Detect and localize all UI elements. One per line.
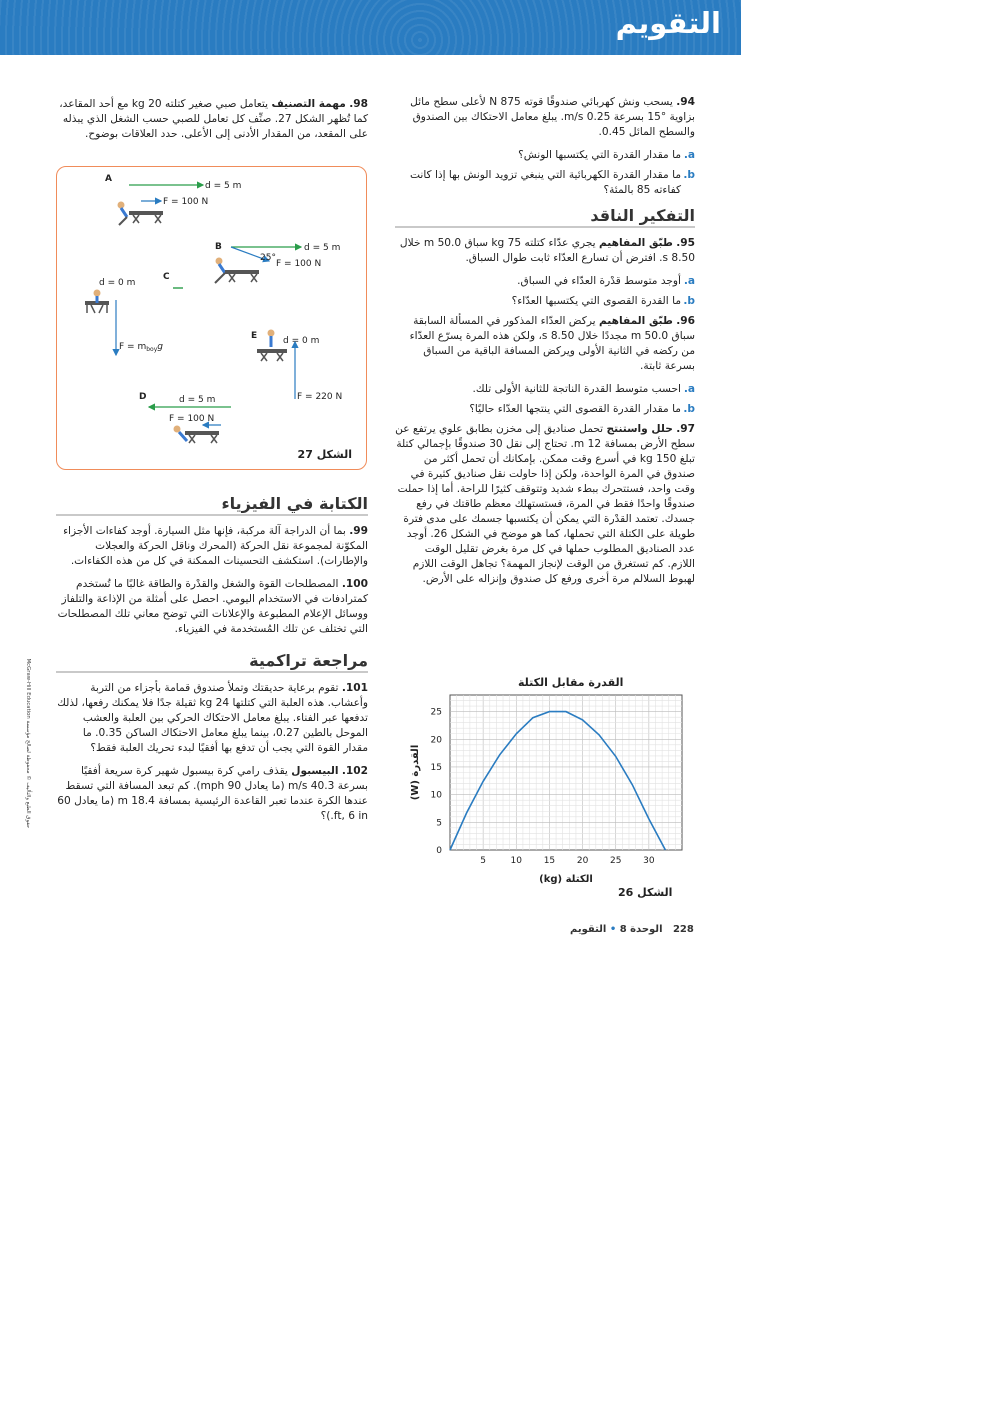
a-distance: d = 5 m	[205, 181, 242, 191]
question-95b: b. ما القدرة القصوى التي يكتسبها العدّاء؟	[511, 295, 695, 307]
figure-27-diagram	[57, 167, 366, 469]
chart-title: القدرة مقابل الكتلة	[518, 676, 624, 689]
header-bar	[0, 0, 741, 55]
question-96: 96. طبّق المفاهيم يركض العدّاء المذكور في المسألة السابقة سباق 50.0 m مجددًا خلال 8.50 s، ولكن هذه المرة يسرّع العدّاء من ركضه في الثانية الأولى ويركض المسافة الباقية من السباق بسرعة ثابتة.	[409, 315, 695, 372]
x-axis-label: الكتلة (kg)	[539, 874, 593, 885]
e-distance: d = 0 m	[283, 336, 320, 346]
x-tick-label: 5	[480, 856, 487, 866]
c-force: $F = m_{boy}g$	[119, 342, 163, 353]
page-title: التقويم	[615, 6, 721, 40]
b-angle: 25°	[260, 253, 276, 263]
c-distance: d = 0 m	[99, 278, 136, 288]
y-tick-label: 0	[436, 846, 442, 856]
y-tick-label: 25	[430, 707, 442, 718]
question-99: 99. بما أن الدراجة آلة مركبة، فإنها مثل السيارة. أوجد كفاءات الأجزاء المكوّنة لمجموعة نقل الحركة (المحرك وناقل الحركة والعجلات والإطارات). استكشف التحسينات الممكنة في كل من هذه الكفاءات.	[63, 525, 368, 567]
d-boy-bench-icon	[174, 426, 220, 444]
y-tick-label: 15	[430, 762, 442, 773]
x-tick-label: 25	[609, 856, 622, 866]
writing-in-physics-heading: الكتابة في الفيزياء	[56, 496, 368, 516]
question-102: 102. البيسبول يقذف رامي كرة بيسبول شهير كرة سريعة أفقيًا بسرعة 40.3 m/s (ما يعادل 90 mph). كم تبعد المسافة التي تسقط عندها الكرة عندما تعبر القاعدة الرئيسية بمسافة 18.4 m (ما يعادل 60 ft, 6 in.)؟	[57, 765, 368, 822]
label-e: E	[251, 331, 258, 341]
footer-section: التقويم	[570, 924, 607, 935]
label-b: B	[215, 242, 222, 252]
question-94a: a. ما مقدار القدرة التي يكتسبها الونش؟	[518, 149, 695, 161]
copyright-sidebar	[20, 620, 30, 890]
right-column	[395, 95, 695, 595]
b-distance: d = 5 m	[304, 243, 341, 253]
c-boy-bench-icon	[85, 290, 109, 314]
figure-27-caption: الشكل 27	[297, 448, 352, 461]
label-d: D	[139, 392, 147, 402]
svg-text:حقوق الطبع والتأليف © محفوظة ل: حقوق الطبع والتأليف © محفوظة لصالح مؤسسة McGraw-Hill Education	[25, 658, 32, 829]
b-force: F = 100 N	[276, 259, 322, 269]
x-tick-label: 20	[576, 856, 589, 866]
x-tick-label: 30	[643, 856, 655, 866]
y-axis-label: القدرة (W)	[410, 744, 421, 801]
d-force: F = 100 N	[169, 414, 215, 424]
e-force: F = 220 N	[297, 392, 343, 402]
footer-unit: الوحدة 8	[619, 924, 663, 935]
question-94b: b. ما مقدار القدرة الكهربائية التي ينبغي تزويد الونش بها إذا كانت كفاءته 85 بالمئة؟	[409, 169, 695, 196]
question-100: 100. المصطلحات القوة والشغل والقدْرة والطاقة غالبًا ما تُستخدم كمترادفات في الاستخدام اليومي. احصل على أمثلة من الإذاعة والتلفاز ووسائل الإعلام المطبوعة والإعلانات التي توضح معاني تلك المصطلحات التي تختلف عن تلك المُستخدمة في الفيزياء.	[57, 578, 368, 635]
left-column-bottom	[56, 486, 368, 832]
left-column-top	[56, 97, 368, 150]
question-95: 95. طبّق المفاهيم يجري عدّاء كتلته 75 kg سباق 50.0 m خلال 8.50 s. افترض أن تسارع العدّاء ثابت طوال السباق.	[399, 237, 695, 264]
figure-26-caption: الشكل 26	[618, 886, 673, 899]
a-boy-bench-icon	[118, 202, 164, 226]
question-95a: a. أوجد متوسط قدْرة العدّاء في السباق.	[517, 275, 695, 287]
x-tick-label: 15	[543, 856, 556, 866]
question-94: 94. يسحب ونش كهربائي صندوقًا قوته 875 N لأعلى سطح مائل بزاوية °15 بسرعة 0.25 m/s. يبلغ معامل الاحتكاك بين الصندوق والسطح المائل 0.45.	[410, 96, 695, 138]
d-distance: d = 5 m	[179, 395, 216, 405]
page-footer	[570, 924, 694, 935]
y-tick-label: 5	[436, 818, 442, 829]
figure-27	[56, 166, 367, 470]
a-force: F = 100 N	[163, 197, 209, 207]
critical-thinking-heading: التفكير الناقد	[395, 208, 695, 228]
question-96b: b. ما مقدار القدرة القصوى التي ينتجها العدّاء حاليًا؟	[469, 403, 695, 415]
x-tick-label: 10	[510, 856, 523, 866]
b-boy-bench-icon	[215, 258, 259, 284]
y-tick-label: 10	[430, 790, 442, 801]
footer-page-number: 228	[672, 924, 694, 935]
label-a: A	[105, 174, 112, 184]
y-tick-label: 20	[430, 735, 442, 746]
cumulative-review-heading: مراجعة تراكمية	[56, 653, 368, 673]
power-vs-mass-chart	[400, 690, 700, 890]
question-101: 101. تقوم برعاية حديقتك وتملأ صندوق قمامة بأجزاء من التربة وأعشاب. هذه العلبة التي كتلتها 24 kg ثقيلة جدًا فلا يمكنك رفعها، لذلك تدفعها عبر الفناء. يبلغ معامل الاحتكاك الحركي بين العلبة والعشب الموحل بالطين 0.27، بينما يبلغ معامل الاحتكاك الساكن 0.35. ما مقدار القوة التي يجب أن تدفع بها أفقيًا لبدء تحريك العلبة فقط؟	[57, 682, 368, 754]
question-98: 98. مهمة التصنيف يتعامل صبي صغير كتلته 20 kg مع أحد المقاعد، كما تُظهر الشكل 27. صنِّف كل تعامل للصبي حسب الشغل الذي يبذله على المقعد، من المقدار الأدنى إلى الأعلى. حدد العلاقات بوضوح.	[59, 98, 368, 140]
label-c: C	[163, 272, 170, 282]
footer-separator: •	[609, 924, 617, 935]
question-96a: a. احسب متوسط القدرة الناتجة للثانية الأولى تلك.	[472, 383, 695, 395]
question-97: 97. حلل واستنتج تحمل صناديق إلى مخزن بطابق علوي يرتفع عن سطح الأرض بمسافة 12 m. تحتاج إلى نقل 30 صندوقًا بإجمالي كتلة تبلغ 150 kg في أسرع وقت ممكن. بإمكانك أن تحمل أكثر من صندوق في المرة الواحدة، ولكن إذا حاولت نقل صناديق كثيرة في وقت واحد، فستتحرك ببطء شديد وتتوقف كثيرًا للراحة. أما إذا حملت صندوقًا واحدًا فقط في المرة، فستستهلك معظم طاقتك في رفع جسدك. تعتمد القدْرة التي يمكن أن يكتسبها جسمك على مدى فترة طويلة على الكتلة التي تحملها، كما هو موضح في الشكل 26. أوجد عدد الصناديق المطلوب حملها في كل مرة بغرض تقليل الوقت اللازم. كم تستغرق من الوقت لإنجاز المهمة؟ تجاهل الوقت اللازم لهبوط السلالم مرة أخرى ورفع كل صندوق وإنزاله على الأرض.	[395, 423, 695, 585]
